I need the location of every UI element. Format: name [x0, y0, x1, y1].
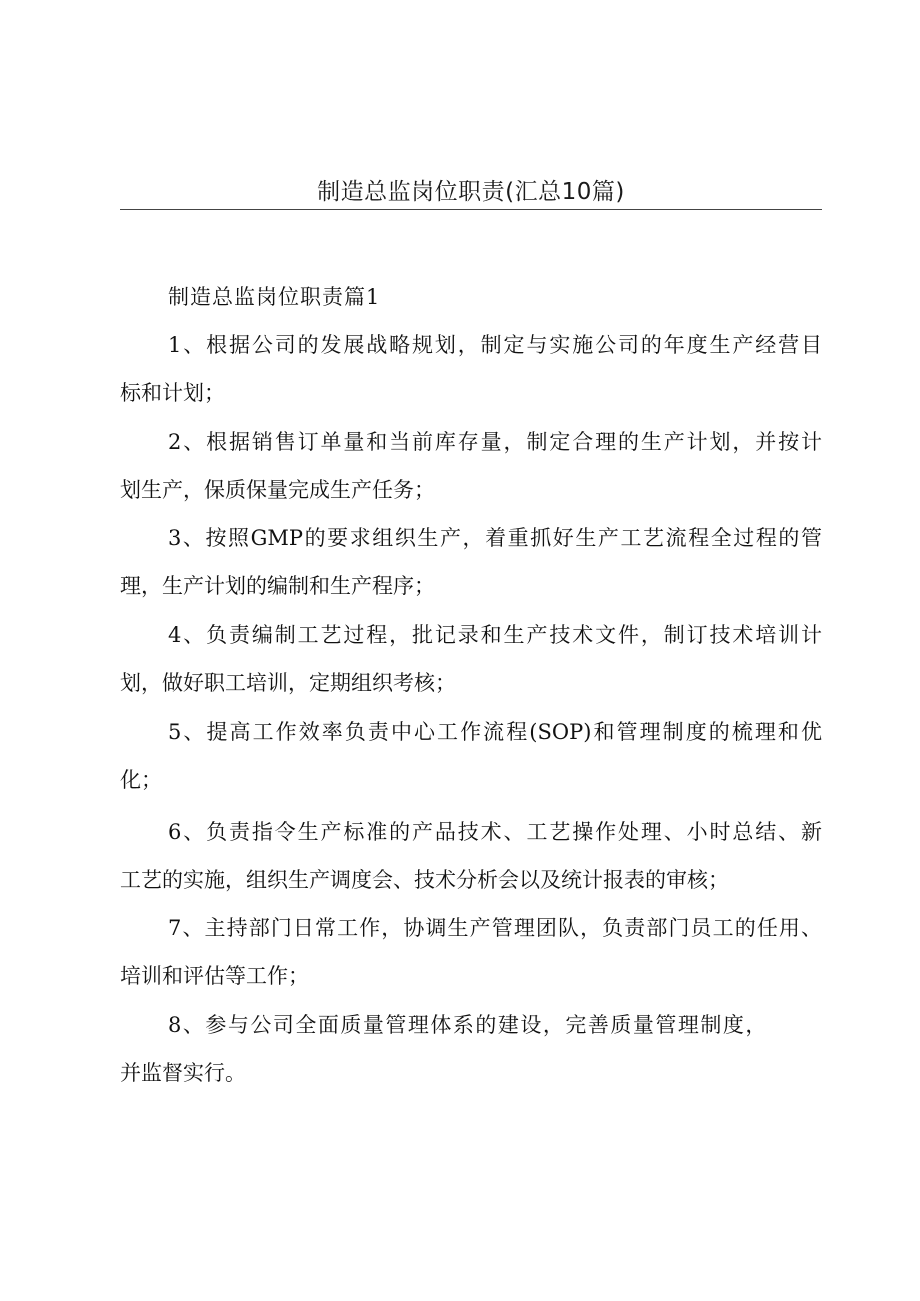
duty-item-1-line-1: 1、根据公司的发展战略规划，制定与实施公司的年度生产经营目	[168, 333, 822, 357]
duty-item-2-line-1: 2、根据销售订单量和当前库存量，制定合理的生产计划，并按计	[168, 430, 822, 454]
duty-item-5	[120, 708, 822, 804]
duty-item-8-line-2: 并监督实行。	[120, 1061, 246, 1085]
duty-item-4-line-2: 划，做好职工培训，定期组织考核；	[120, 671, 456, 695]
duty-item-6-line-1: 6、负责指令生产标准的产品技术、工艺操作处理、小时总结、新	[168, 820, 822, 844]
duty-item-6	[120, 808, 822, 904]
duty-item-7-line-1: 7、主持部门日常工作，协调生产管理团队，负责部门员工的任用、	[168, 916, 822, 940]
duty-item-3-line-2: 理，生产计划的编制和生产程序；	[120, 574, 435, 598]
duty-item-1	[120, 321, 822, 417]
duty-item-3	[120, 514, 822, 610]
duty-item-5-line-1: 5、提高工作效率负责中心工作流程(SOP)和管理制度的梳理和优	[168, 720, 822, 744]
duty-item-4-line-1: 4、负责编制工艺过程，批记录和生产技术文件，制订技术培训计	[168, 623, 822, 647]
duty-item-7	[120, 904, 822, 1000]
duty-item-6-line-2: 工艺的实施，组织生产调度会、技术分析会以及统计报表的审核；	[120, 868, 729, 892]
duty-item-3-line-1: 3、按照GMP的要求组织生产，着重抓好生产工艺流程全过程的管	[168, 526, 822, 550]
document-title: 制造总监岗位职责(汇总10篇)	[317, 179, 625, 205]
duty-item-8-line-1: 8、参与公司全面质量管理体系的建设，完善质量管理制度，	[168, 1013, 768, 1037]
duty-item-2	[120, 418, 822, 514]
duty-item-8	[120, 1001, 822, 1097]
duty-item-7-line-2: 培训和评估等工作；	[120, 964, 309, 988]
title-underline	[120, 209, 822, 210]
duty-item-4	[120, 611, 822, 707]
duty-item-5-line-2: 化；	[120, 768, 162, 792]
duty-item-1-line-2: 标和计划；	[120, 381, 225, 405]
section-heading: 制造总监岗位职责篇1	[168, 285, 381, 309]
duty-item-2-line-2: 划生产，保质保量完成生产任务；	[120, 478, 435, 502]
